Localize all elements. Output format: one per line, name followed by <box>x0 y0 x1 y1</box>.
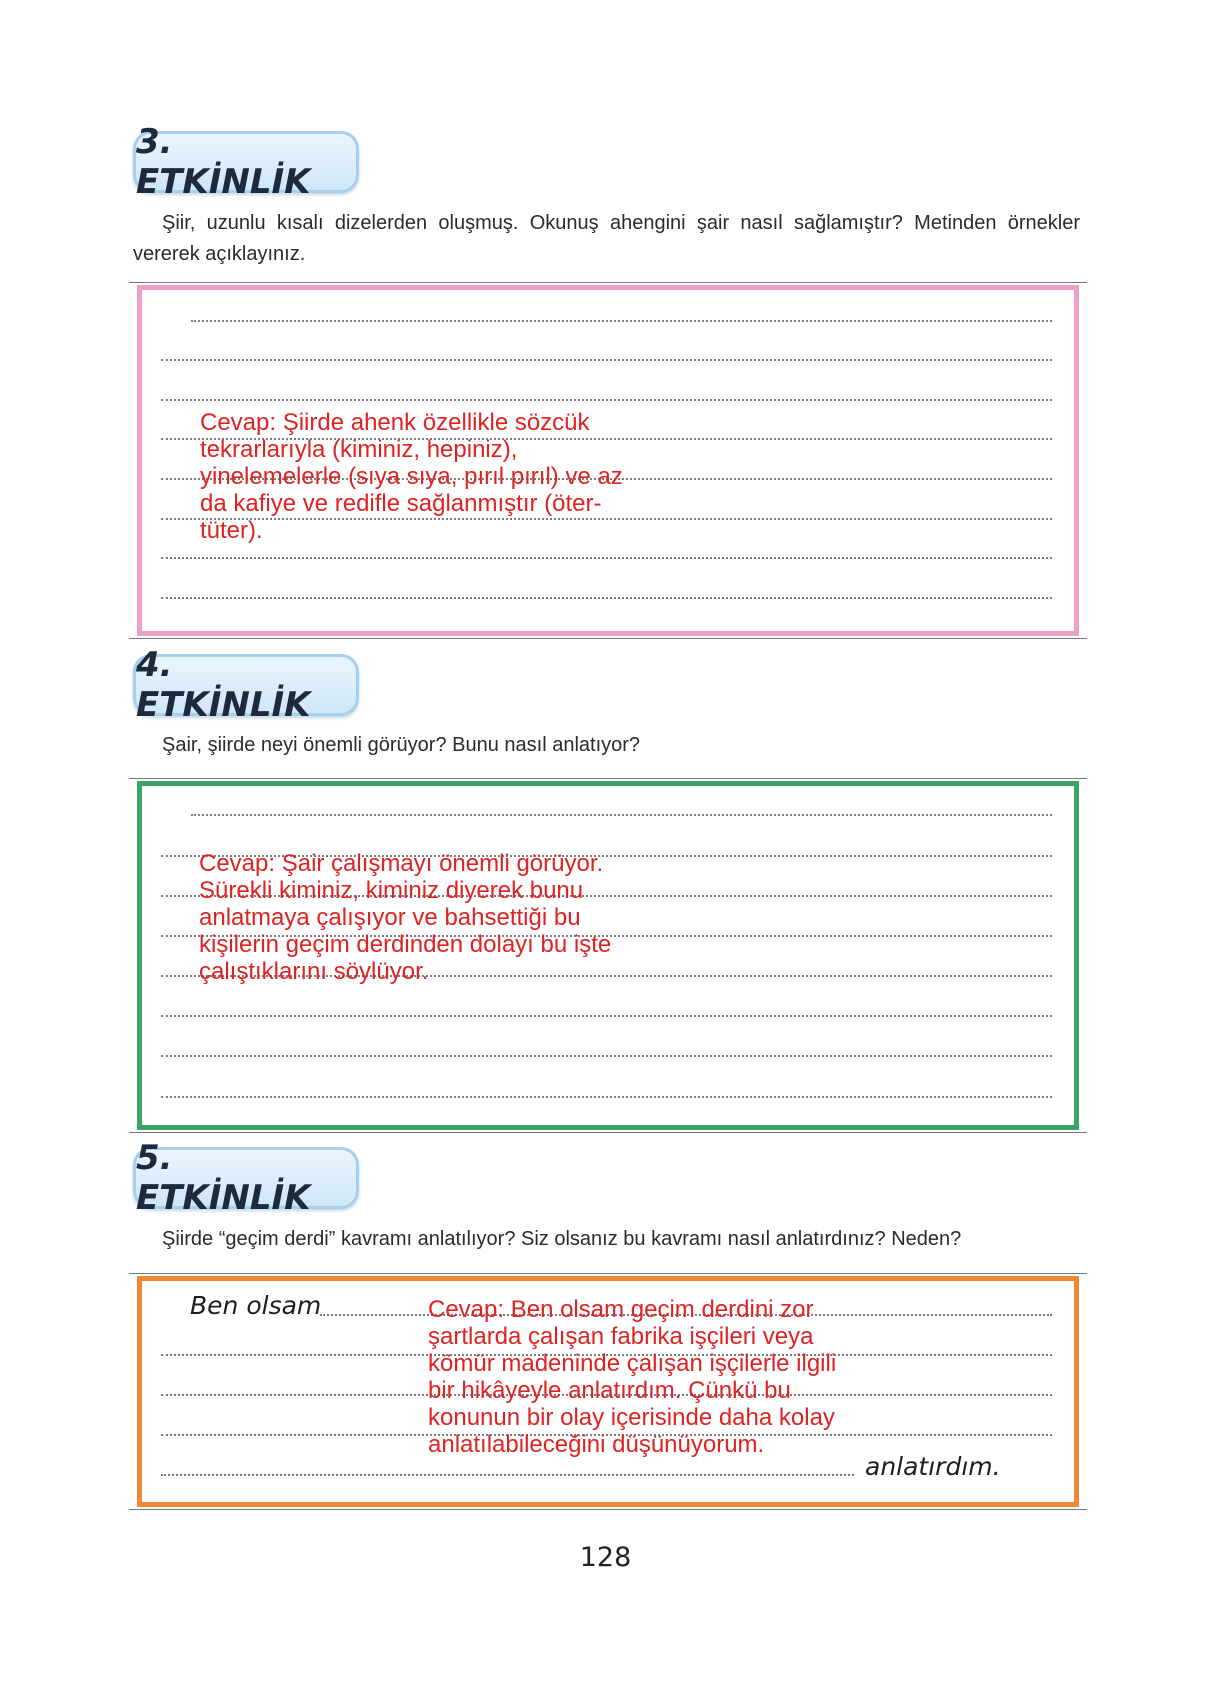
answer-line <box>161 1096 1052 1098</box>
handwritten-prefix: Ben olsam <box>190 1291 322 1320</box>
answer-line <box>161 557 1052 559</box>
activity-5-badge <box>133 1138 359 1218</box>
activity-4-question: Şair, şiirde neyi önemli görüyor? Bunu nasıl anlatıyor? <box>162 734 641 756</box>
answer-line <box>161 1015 1052 1017</box>
answer-line <box>161 359 1052 361</box>
handwritten-suffix: anlatırdım. <box>865 1452 1001 1481</box>
activity-4-badge <box>133 645 359 725</box>
answer-line <box>161 1474 854 1476</box>
activity-3-badge <box>133 122 359 202</box>
answer-line <box>191 320 1052 322</box>
activity-5-question: Şiirde “geçim derdi” kavramı anlatılıyor? Siz olsanız bu kavramı nasıl anlatırdınız? Neden? <box>162 1228 962 1250</box>
activity-3-question: Şiir, uzunlu kısalı dizelerden oluşmuş. Okunuş ahengini şair nasıl sağlamıştır? Metinden örnekler vererek açıklayınız. <box>133 212 1080 265</box>
answer-line <box>191 814 1052 816</box>
activity-5-answer: Cevap: Ben olsam geçim derdini zor şartlarda çalışan fabrika işçileri veya kömür madeninde çalışan işçilerle ilgili bir hikâyeyle anlatırdım. Çünkü bu konunun bir olay içerisinde daha kolay anlatılabileceğini düşünüyorum. <box>428 1296 837 1458</box>
activity-3-title: 3. ETKİNLİK <box>136 122 311 202</box>
activity-4-answer: Cevap: Şair çalışmayı önemli görüyor. Sürekli kiminiz, kiminiz diyerek bunu anlatmaya çalışıyor ve bahsettiği bu kişilerin geçim derdinden dolayı bu işte çalıştıklarını söylüyor. <box>199 850 612 985</box>
answer-line <box>161 1055 1052 1057</box>
answer-line <box>161 399 1052 401</box>
activity-4-title: 4. ETKİNLİK <box>136 645 311 725</box>
activity-3-answer: Cevap: Şiirde ahenk özellikle sözcük tekrarlarıyla (kiminiz, hepiniz), yinelemelerle (sıya sıya, pırıl pırıl) ve az da kafiye ve redifle sağlanmıştır (öter-tüter). <box>200 409 623 544</box>
page-number: 128 <box>579 1542 632 1573</box>
answer-line <box>161 597 1052 599</box>
activity-5-title: 5. ETKİNLİK <box>136 1138 311 1218</box>
